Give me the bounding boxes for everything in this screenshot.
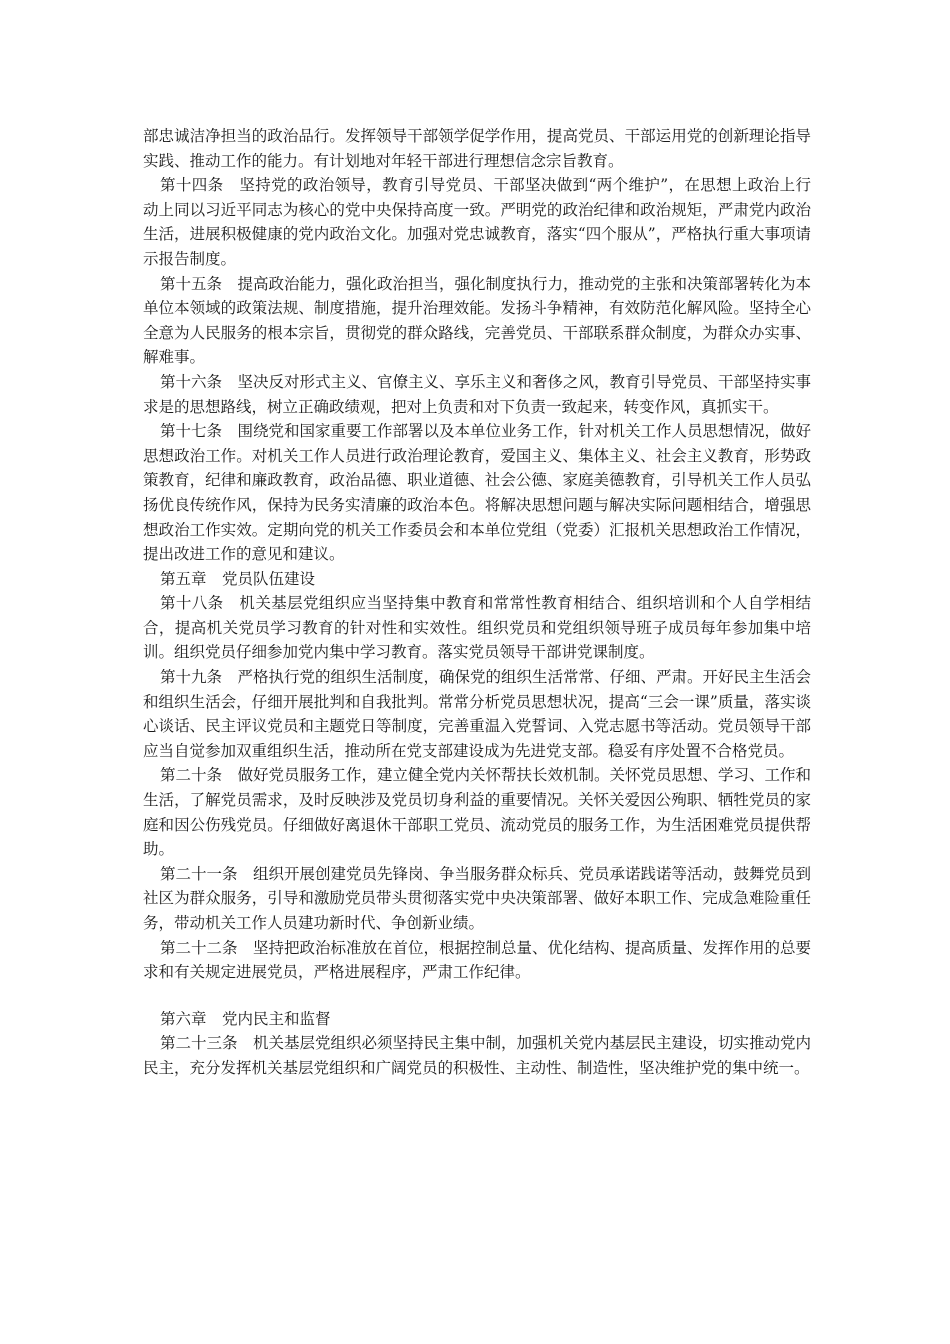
- paragraph-continuation: 部忠诚洁净担当的政治品行。发挥领导干部领学促学作用，提高党员、干部运用党的创新理论指导实践、推动工作的能力。有计划地对年轻干部进行理想信念宗旨教育。: [143, 127, 811, 170]
- article-21: 第二十一条 组织开展创建党员先锋岗、争当服务群众标兵、党员承诺践诺等活动，鼓舞党员到社区为群众服务，引导和激励党员带头贯彻落实党中央决策部署、做好本职工作、完成急难险重任务，带动机关工作人员建功新时代、争创新业绩。: [143, 864, 812, 932]
- chapter-5-heading: 第五章 党员队伍建设: [160, 569, 316, 588]
- article-20: 第二十条 做好党员服务工作，建立健全党内关怀帮扶长效机制。关怀党员思想、学习、工作和生活，了解党员需求，及时反映涉及党员切身利益的重要情况。关怀关爱因公殉职、牺牲党员的家庭和因公伤残党员。仔细做好离退休干部职工党员、流动党员的服务工作，为生活困难党员提供帮助。: [143, 766, 812, 859]
- article-16: 第十六条 坚决反对形式主义、官僚主义、享乐主义和奢侈之风，教育引导党员、干部坚持实事求是的思想路线，树立正确政绩观，把对上负责和对下负责一致起来，转变作风，真抓实干。: [143, 372, 812, 416]
- section-gap: [143, 985, 811, 1007]
- chapter-6-heading: 第六章 党内民主和监督: [160, 1009, 331, 1028]
- article-19: 第十九条 严格执行党的组织生活制度，确保党的组织生活常常、仔细、严肃。开好民主生活会和组织生活会，仔细开展批判和自我批判。常常分析党员思想状况，提高“三会一课”质量，落实谈心谈话、民主评议党员和主题党日等制度，完善重温入党誓词、入党志愿书等活动。党员领导干部应当自觉参加双重组织生活，推动所在党支部建设成为先进党支部。稳妥有序处置不合格党员。: [143, 668, 812, 760]
- document-body: [143, 124, 811, 1081]
- article-23: 第二十三条 机关基层党组织必须坚持民主集中制，加强机关党内基层民主建设，切实推动党内民主，充分发挥机关基层党组织和广阔党员的积极性、主动性、制造性，坚决维护党的集中统一。: [143, 1034, 812, 1077]
- article-22: 第二十二条 坚持把政治标准放在首位，根据控制总量、优化结构、提高质量、发挥作用的总要求和有关规定进展党员，严格进展程序，严肃工作纪律。: [143, 938, 812, 982]
- article-18: 第十八条 机关基层党组织应当坚持集中教育和常常性教育相结合、组织培训和个人自学相结合，提高机关党员学习教育的针对性和实效性。组织党员和党组织领导班子成员每年参加集中培训。组织党员仔细参加党内集中学习教育。落实党员领导干部讲党课制度。: [143, 594, 811, 662]
- article-14: 第十四条 坚持党的政治领导，教育引导党员、干部坚决做到“两个维护”，在思想上政治上行动上同以习近平同志为核心的党中央保持高度一致。严明党的政治纪律和政治规矩，严肃党内政治生活，进展积极健康的党内政治文化。加强对党忠诚教育，落实“四个服从”，严格执行重大事项请示报告制度。: [143, 176, 811, 268]
- article-15: 第十五条 提高政治能力，强化政治担当，强化制度执行力，推动党的主张和决策部署转化为本单位本领域的政策法规、制度措施，提升治理效能。发扬斗争精神，有效防范化解风险。坚持全心全意为人民服务的根本宗旨，贯彻党的群众路线，完善党员、干部联系群众制度，为群众办实事、解难事。: [143, 274, 812, 367]
- article-17: 第十七条 围绕党和国家重要工作部署以及本单位业务工作，针对机关工作人员思想情况，做好思想政治工作。对机关工作人员进行政治理论教育，爱国主义、集体主义、社会主义教育，形势政策教育，纪律和廉政教育，政治品德、职业道德、社会公德、家庭美德教育，引导机关工作人员弘扬优良传统作风，保持为民务实清廉的政治本色。将解决思想问题与解决实际问题相结合，增强思想政治工作实效。定期向党的机关工作委员会和本单位党组（党委）汇报机关思想政治工作情况，提出改进工作的意见和建议。: [143, 422, 812, 564]
